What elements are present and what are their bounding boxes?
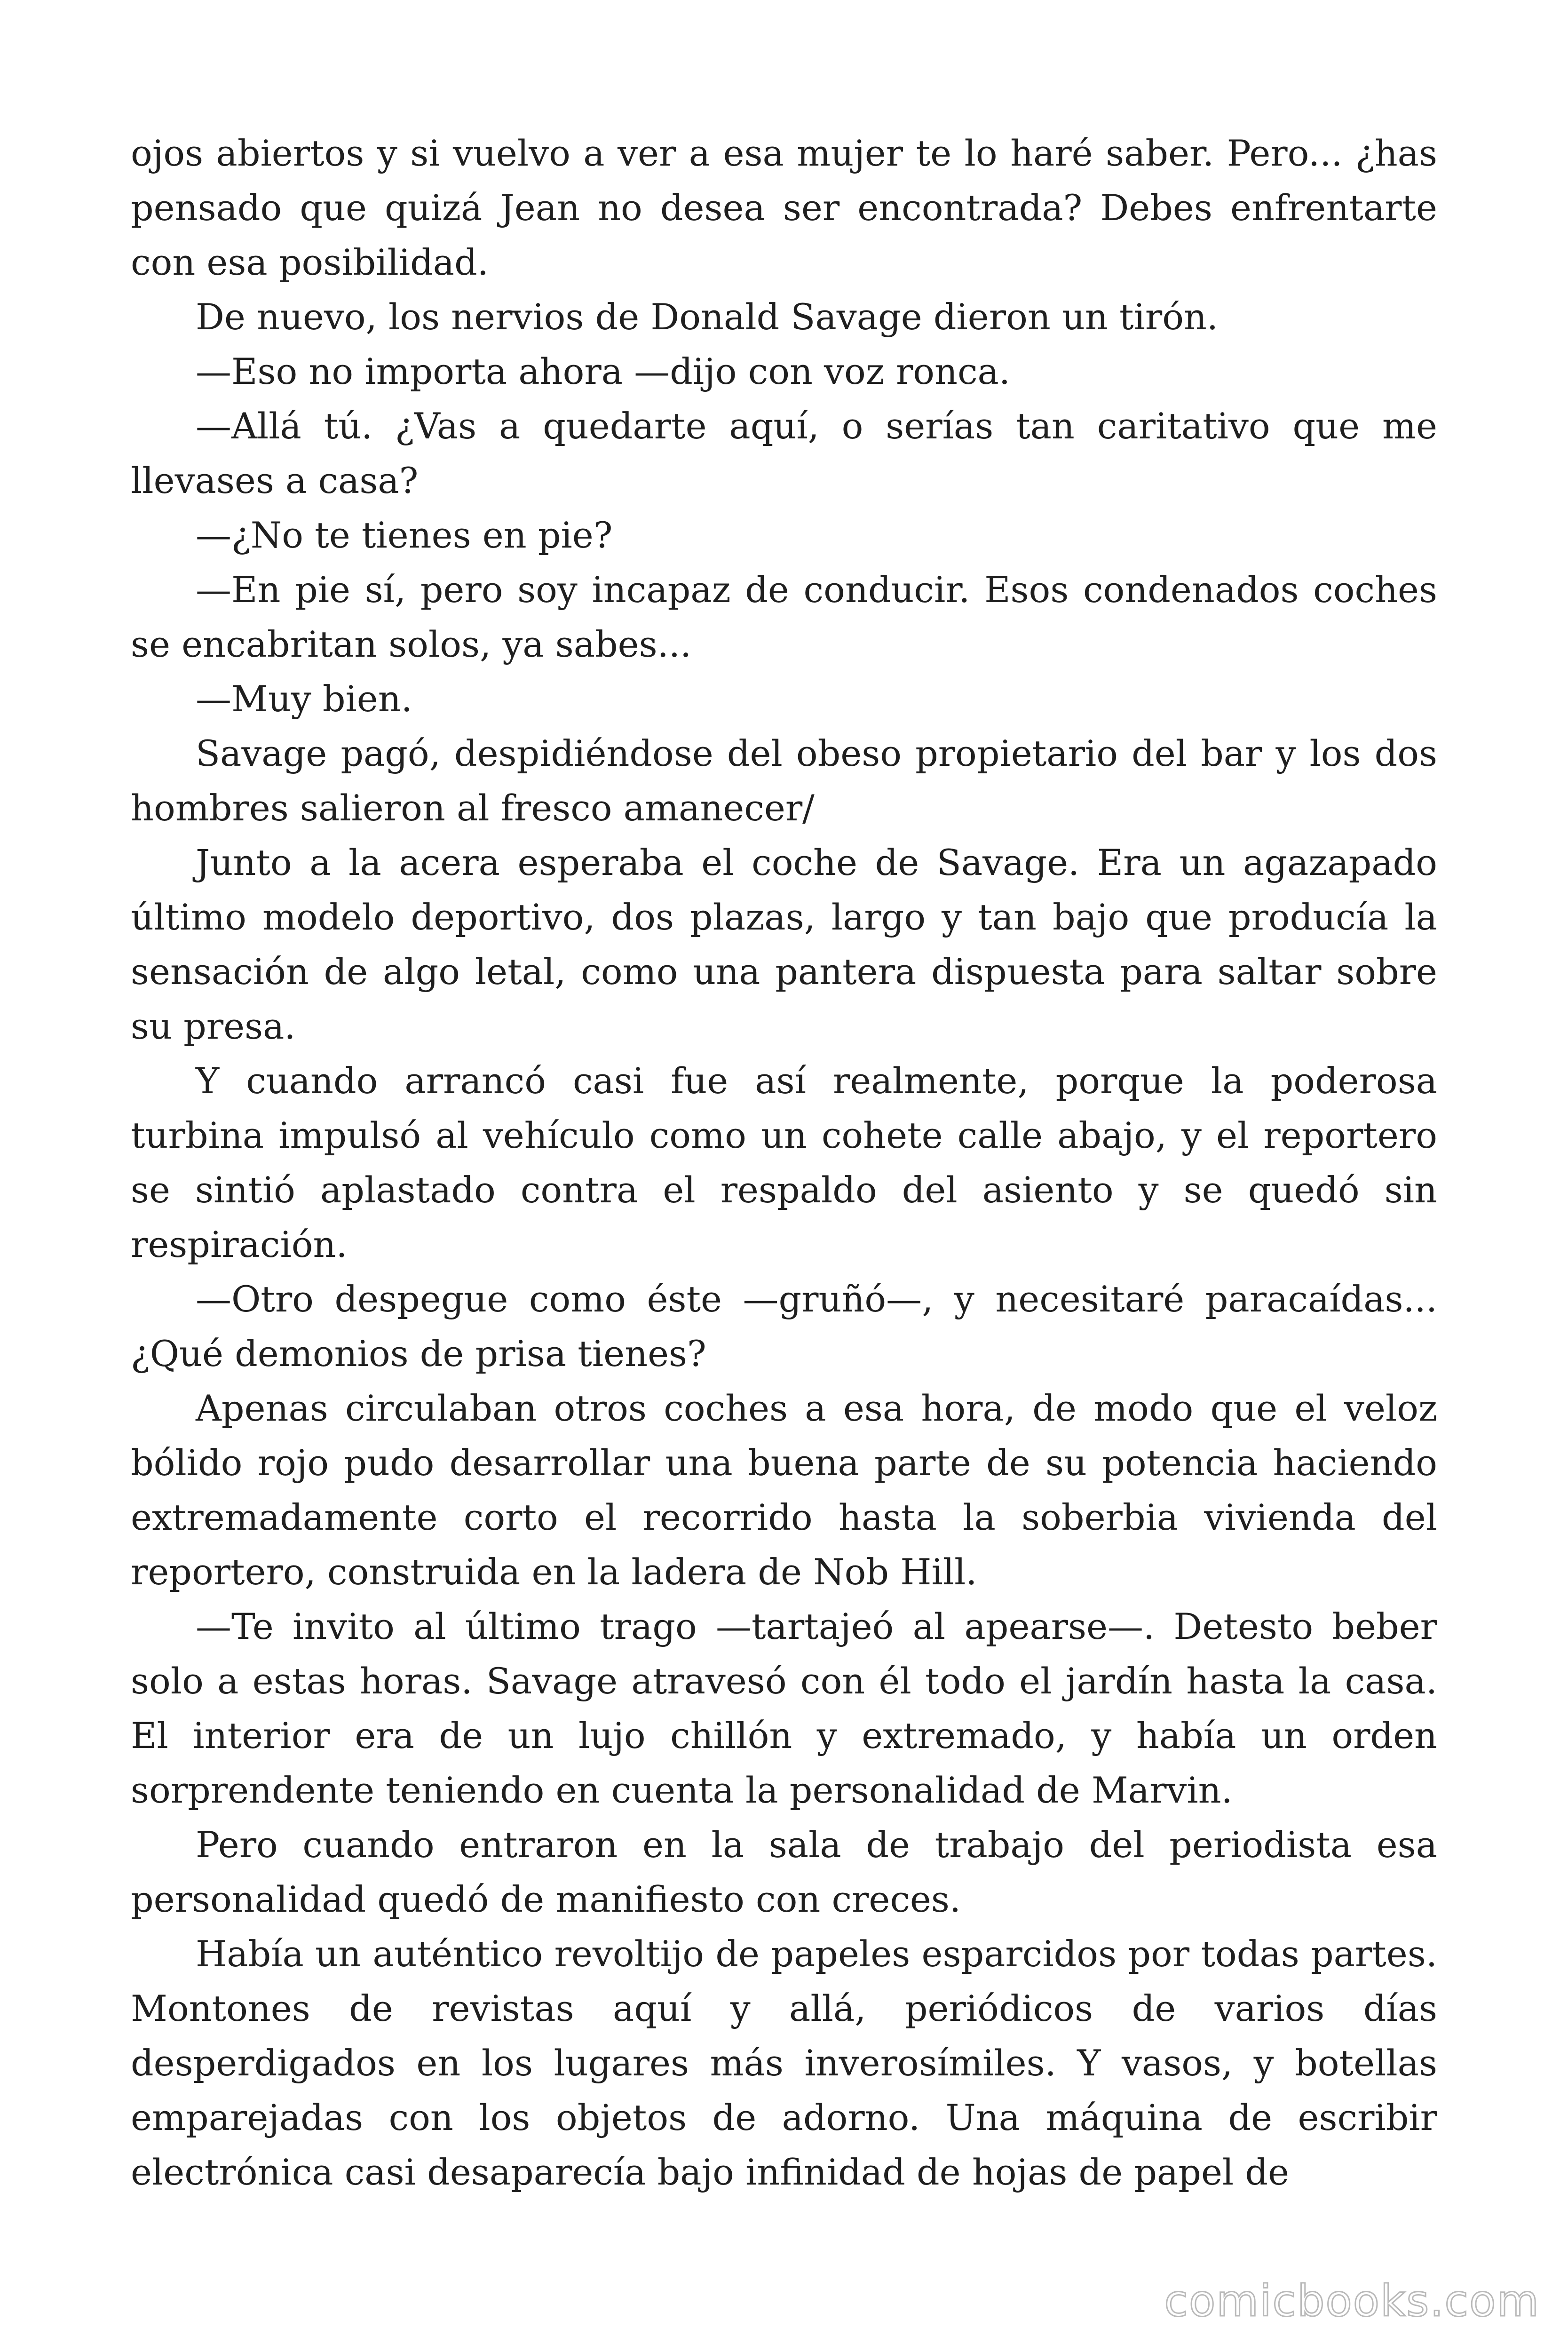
paragraph-8: Savage pagó, despidiéndose del obeso propietario del bar y los dos hombres salieron al fresco amanecer/	[131, 732, 1437, 829]
paragraph-11: —Otro despegue como éste —gruñó—, y necesitaré paracaídas... ¿Qué demonios de prisa tienes?	[131, 1278, 1437, 1375]
paragraph-9: Junto a la acera esperaba el coche de Savage. Era un agazapado último modelo deportivo, dos plazas, largo y tan bajo que producía la sensación de algo letal, como una pantera dispuesta para saltar sobre su presa.	[131, 842, 1437, 1047]
paragraph-2: De nuevo, los nervios de Donald Savage dieron un tirón.	[196, 296, 1219, 338]
paragraph-15: Había un auténtico revoltijo de papeles esparcidos por todas partes. Montones de revistas aquí y allá, periódicos de varios días desperdigados en los lugares más inverosímiles. Y vasos, y botellas emparejadas con los objetos de adorno. Una máquina de escribir electrónica casi desaparecía bajo infinidad de hojas de papel de	[131, 1933, 1437, 2193]
paragraph-1: ojos abiertos y si vuelvo a ver a esa mujer te lo haré saber. Pero... ¿has pensado que quizá Jean no desea ser encontrada? Debes enfrentarte con esa posibilidad.	[131, 132, 1437, 283]
watermark: comicbooks.com	[1164, 2276, 1540, 2326]
paragraph-7: —Muy bien.	[196, 678, 412, 720]
page-body	[131, 126, 1437, 2200]
paragraph-3: —Eso no importa ahora —dijo con voz ronca.	[196, 350, 1011, 392]
paragraph-10: Y cuando arrancó casi fue así realmente, porque la poderosa turbina impulsó al vehículo como un cohete calle abajo, y el reportero se sintió aplastado contra el respaldo del asiento y se quedó sin respiración.	[131, 1060, 1437, 1265]
paragraph-6: —En pie sí, pero soy incapaz de conducir. Esos condenados coches se encabritan solos, ya sabes...	[131, 569, 1437, 665]
paragraph-13: —Te invito al último trago —tartajeó al apearse—. Detesto beber solo a estas horas. Savage atravesó con él todo el jardín hasta la casa. El interior era de un lujo chillón y extremado, y había un orden sorprendente teniendo en cuenta la personalidad de Marvin.	[131, 1605, 1437, 1811]
paragraph-4: —Allá tú. ¿Vas a quedarte aquí, o serías tan caritativo que me llevases a casa?	[131, 405, 1437, 501]
paragraph-14: Pero cuando entraron en la sala de trabajo del periodista esa personalidad quedó de manifiesto con creces.	[131, 1824, 1437, 1920]
paragraph-12: Apenas circulaban otros coches a esa hora, de modo que el veloz bólido rojo pudo desarrollar una buena parte de su potencia haciendo extremadamente corto el recorrido hasta la soberbia vivienda del reportero, construida en la ladera de Nob Hill.	[131, 1387, 1437, 1593]
paragraph-5: —¿No te tienes en pie?	[196, 514, 613, 556]
